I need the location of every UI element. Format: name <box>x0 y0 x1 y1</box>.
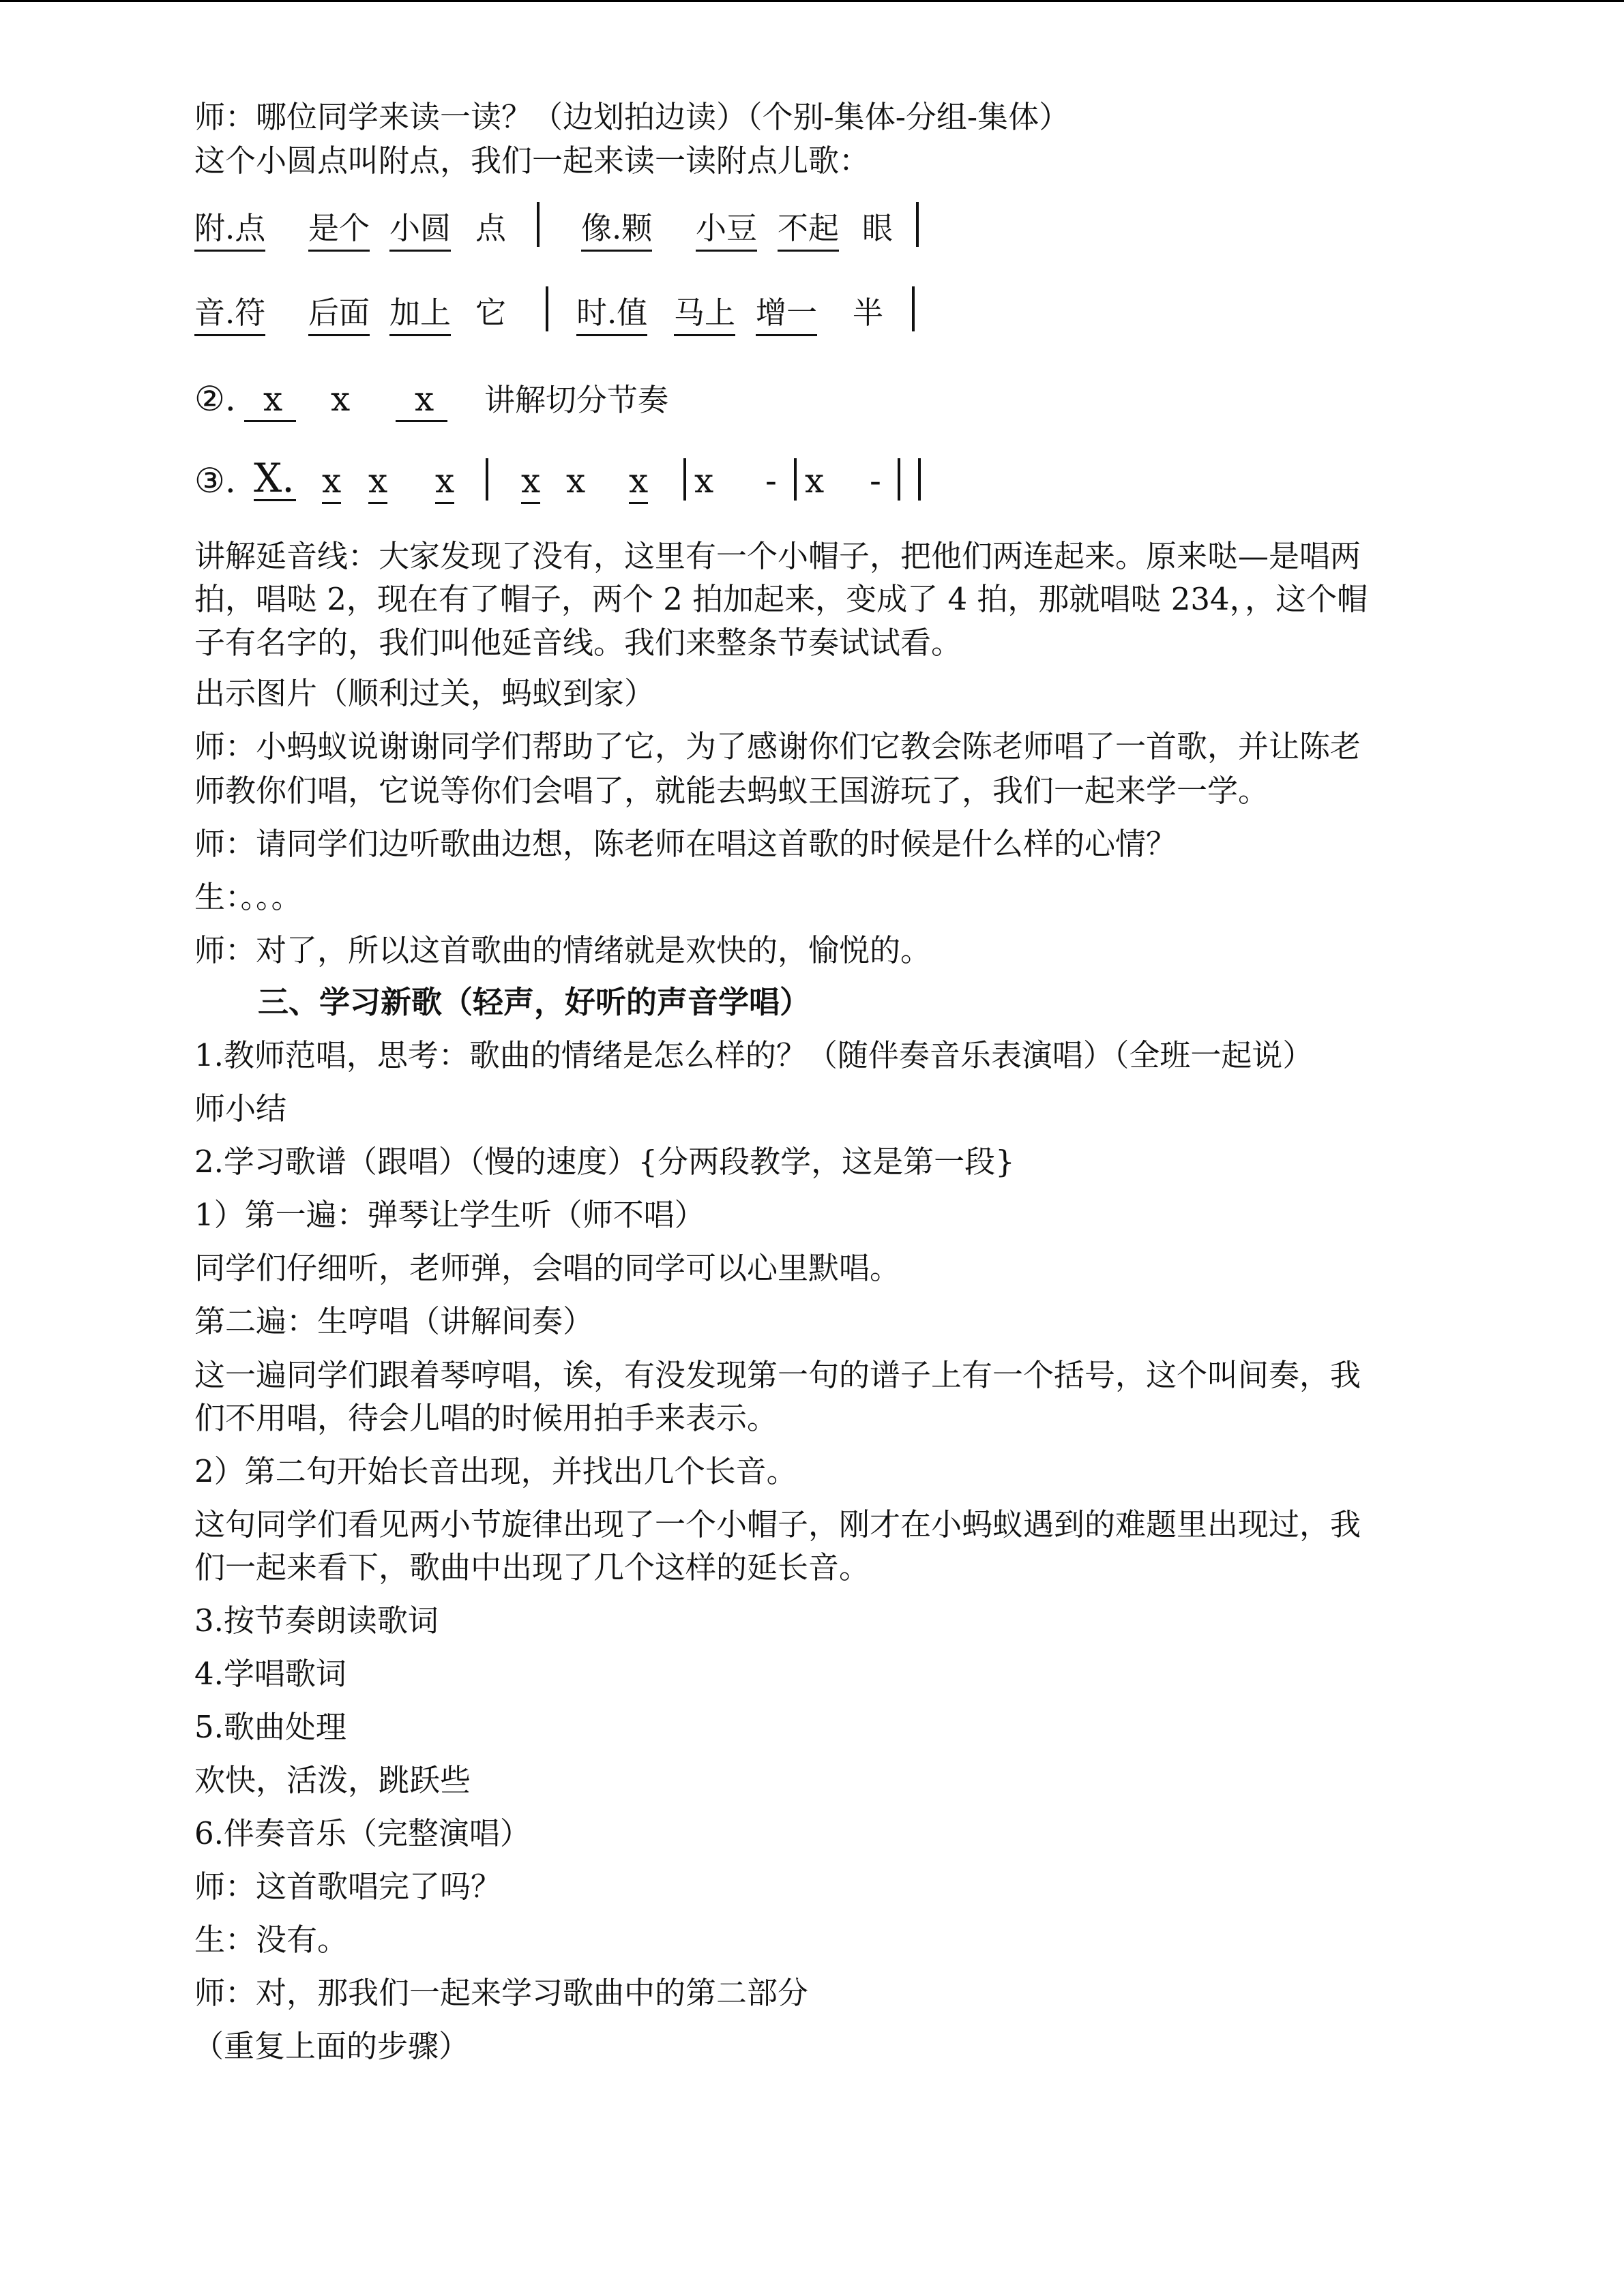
text-line: 1.教师范唱，思考：歌曲的情绪是怎么样的？（随伴奏音乐表演唱）（全班一起说） <box>194 1037 1314 1073</box>
text-line: 师小结 <box>194 1090 287 1127</box>
barline <box>794 458 797 501</box>
rhythm-note: x <box>521 461 540 504</box>
barline <box>537 202 540 247</box>
barline <box>916 202 919 247</box>
text-line: 子有名字的，我们叫他延音线。我们来整条节奏试试看。 <box>194 625 962 661</box>
text-line: 出示图片（顺利过关，蚂蚁到家） <box>194 675 655 711</box>
rhyme-word: 时.值 <box>576 293 647 336</box>
rhythm-note: x <box>331 379 351 419</box>
rhythm-note: x <box>805 461 825 501</box>
text-line: 同学们仔细听，老师弹，会唱的同学可以心里默唱。 <box>194 1250 901 1286</box>
text-line: 师：小蚂蚁说谢谢同学们帮助了它，为了感谢你们它教会陈老师唱了一首歌，并让陈老 <box>194 728 1361 764</box>
section-heading: 三、学习新歌（轻声，好听的声音学唱） <box>258 984 811 1020</box>
text-line: 5.歌曲处理 <box>194 1709 346 1745</box>
text-line: （重复上面的步骤） <box>193 2028 470 2064</box>
text-line: 这一遍同学们跟着琴哼唱，诶，有没发现第一句的谱子上有一个括号，这个叫间奏，我 <box>194 1357 1361 1393</box>
text-line: 生：没有。 <box>194 1922 349 1958</box>
rhythm-caption: 讲解切分节奏 <box>484 382 669 418</box>
text-line: 生：。。。 <box>194 879 302 915</box>
barline <box>683 458 686 501</box>
text-line: 师：哪位同学来读一读？（边划拍边读）（个别-集体-分组-集体） <box>194 99 1070 135</box>
text-line: 师：对了，所以这首歌曲的情绪就是欢快的，愉悦的。 <box>194 932 932 968</box>
text-line: 拍，唱哒 2，现在有了帽子，两个 2 拍加起来，变成了 4 拍，那就唱哒 234，，这个帽 <box>194 581 1368 617</box>
text-line: 4.学唱歌词 <box>194 1656 346 1692</box>
rhythm-note: - <box>765 461 777 501</box>
text-line: 1）第一遍：弹琴让学生听（师不唱） <box>194 1197 705 1233</box>
rhyme-word: 音.符 <box>194 293 265 336</box>
barline <box>912 286 915 331</box>
text-line: 师教你们唱，它说等你们会唱了，就能去蚂蚁王国游玩了，我们一起来学一学。 <box>194 773 1269 809</box>
rhyme-word: 半 <box>853 295 884 331</box>
rhyme-word: 眼 <box>862 210 894 246</box>
rhyme-word: 不起 <box>778 209 839 252</box>
rhythm-note: x <box>694 461 714 501</box>
text-line: 欢快，活泼，跳跃些 <box>194 1762 471 1798</box>
text-line: 们一起来看下，歌曲中出现了几个这样的延长音。 <box>194 1549 870 1585</box>
rhyme-word: 小豆 <box>696 209 757 252</box>
text-line: 这个小圆点叫附点，我们一起来读一读附点儿歌： <box>194 143 870 179</box>
text-line: 3.按节奏朗读歌词 <box>194 1602 439 1639</box>
rhyme-word: 是个 <box>308 209 370 252</box>
rhyme-word: 点 <box>475 210 507 246</box>
text-line: 们不用唱，待会儿唱的时候用拍手来表示。 <box>194 1400 778 1436</box>
rhyme-word: 附.点 <box>194 209 265 252</box>
text-line: 这句同学们看见两小节旋律出现了一个小帽子，刚才在小蚂蚁遇到的难题里出现过，我 <box>194 1506 1361 1542</box>
barline <box>486 458 488 501</box>
rhyme-word: 后面 <box>308 293 370 336</box>
rhythm-label: ②. <box>194 379 236 419</box>
text-line: 师：对，那我们一起来学习歌曲中的第二部分 <box>194 1975 809 2011</box>
rhythm-note: x <box>322 461 341 504</box>
text-line: 2）第二句开始长音出现，并找出几个长音。 <box>194 1453 797 1489</box>
rhythm-note: - <box>870 461 881 501</box>
text-line: 第二遍：生哼唱（讲解间奏） <box>194 1303 594 1339</box>
text-line: 师：请同学们边听歌曲边想，陈老师在唱这首歌的时候是什么样的心情？ <box>194 826 1177 862</box>
rhythm-note: x <box>368 461 387 504</box>
text-line: 师：这首歌唱完了吗？ <box>194 1868 502 1905</box>
rhythm-note: X. <box>254 455 295 501</box>
rhythm-note: x <box>244 379 296 422</box>
rhythm-note: x <box>435 461 454 504</box>
rhyme-word: 小圆 <box>389 209 451 252</box>
barline <box>898 458 900 501</box>
text-line: 讲解延音线：大家发现了没有，这里有一个小帽子，把他们两连起来。原来哒—是唱两 <box>194 538 1361 574</box>
rhyme-word: 像.颗 <box>581 209 652 252</box>
rhythm-note: x <box>566 461 586 501</box>
barline <box>918 458 921 501</box>
rhyme-word: 马上 <box>674 293 735 336</box>
rhyme-word: 它 <box>475 295 507 331</box>
rhythm-note: x <box>629 461 648 504</box>
rhythm-note: x <box>396 379 447 422</box>
rhyme-word: 加上 <box>389 293 451 336</box>
text-line: 2.学习歌谱（跟唱）（慢的速度）{分两段教学，这是第一段} <box>194 1144 1015 1180</box>
text-line: 6.伴奏音乐（完整演唱） <box>194 1815 531 1851</box>
rhyme-word: 增一 <box>756 293 817 336</box>
rhythm-label: ③. <box>194 461 236 501</box>
barline <box>546 286 548 331</box>
